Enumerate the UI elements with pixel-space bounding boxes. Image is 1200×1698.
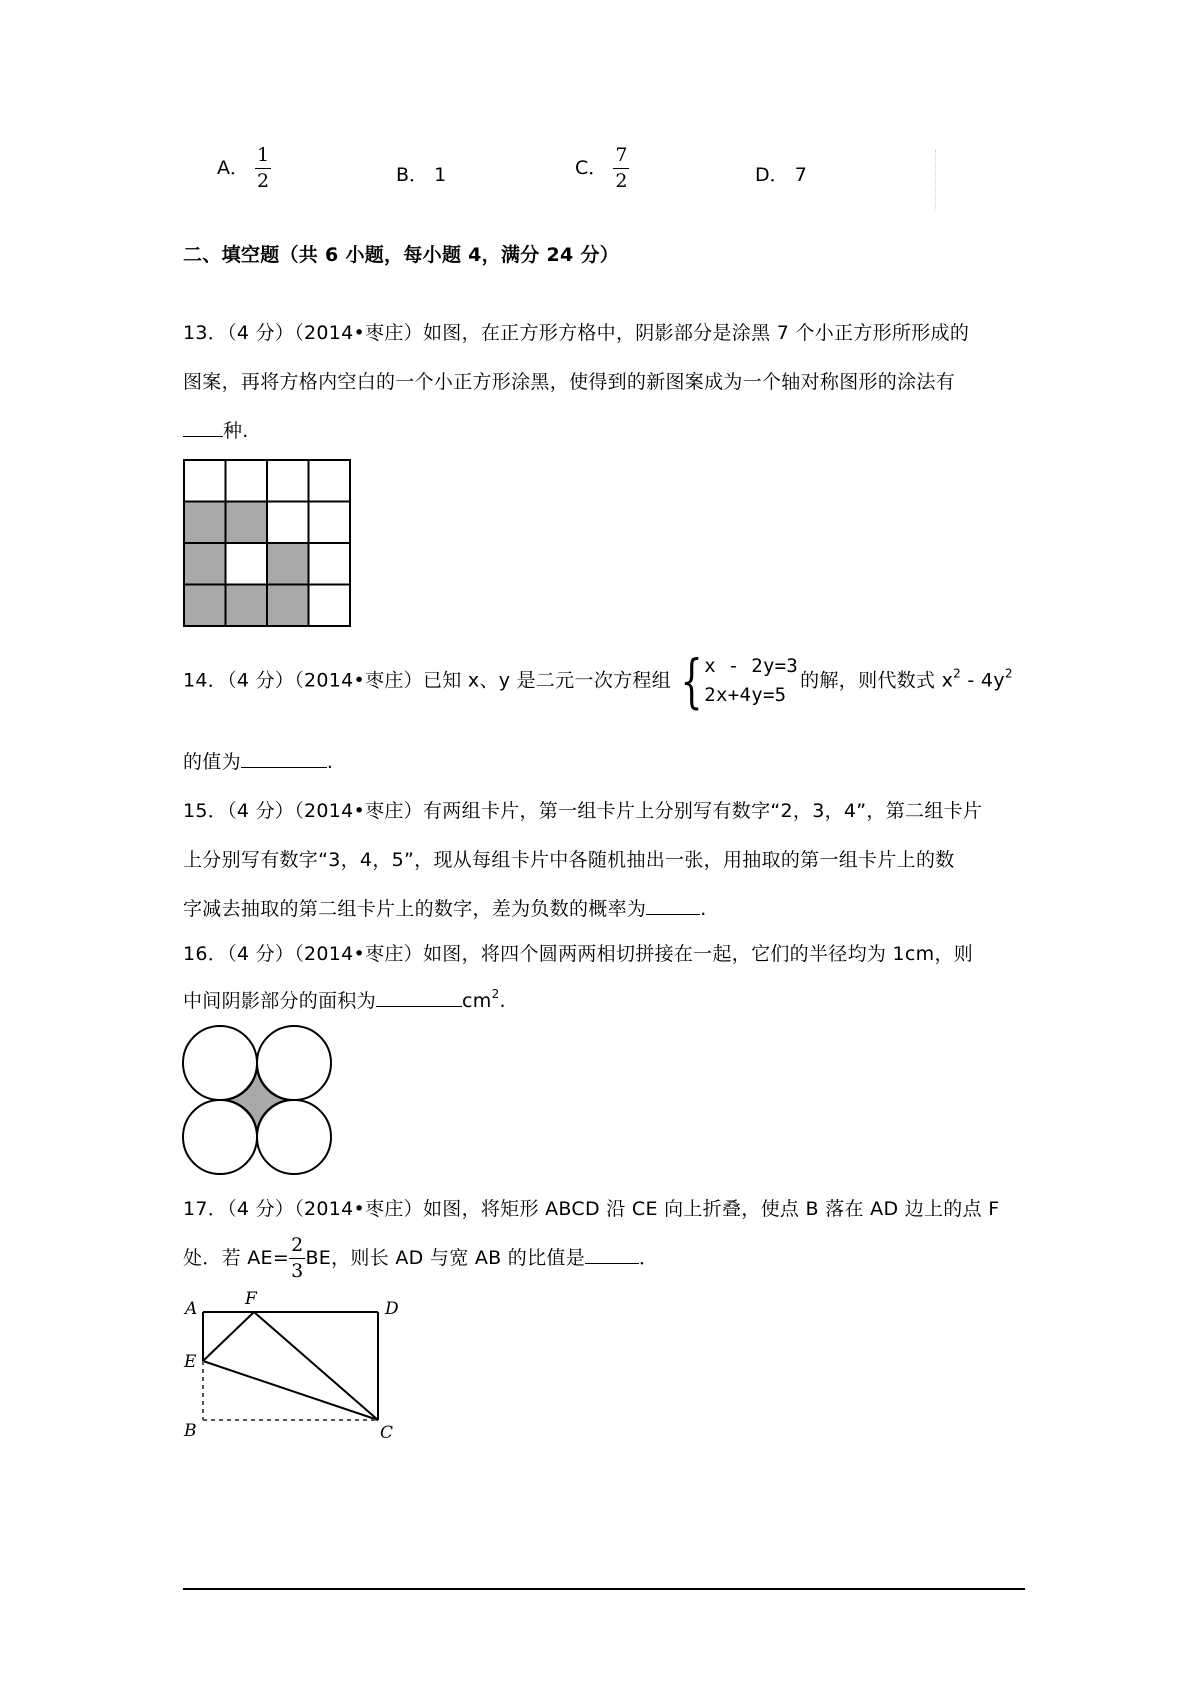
grid-cell-shaded [267,543,309,585]
option-a-fraction [255,146,271,191]
q13-line1: 13．（4 分）（2014•枣庄）如图，在正方形方格中，阴影部分是涂黑 7 个小正方形所形成的 [183,322,970,344]
segment-ef [203,1312,254,1361]
segment-fc [254,1312,378,1420]
label-e: E [184,1352,197,1372]
fraction-denominator: 2 [257,170,270,192]
q14-line2-text: 的值为 [183,751,241,773]
q14-text-before: 14．（4 分）（2014•枣庄）已知 x、y 是二元一次方程组 [183,669,672,692]
q14-line2 [183,747,333,774]
q16-line2 [183,986,506,1013]
q17-line1: 17．（4 分）（2014•枣庄）如图，将矩形 ABCD 沿 CE 向上折叠，使点 B 落在 AD 边上的点 F [183,1198,1000,1220]
answer-blank[interactable] [376,988,462,1007]
option-b-value: 1 [434,164,447,186]
option-d-label: D． [755,164,789,186]
segment-ec [203,1361,378,1420]
q13-line2: 图案，再将方格内空白的一个小正方形涂黑，使得到的新图案成为一个轴对称图形的涂法有 [183,371,956,393]
exponent: 2 [491,987,500,1001]
equation-lines [704,652,798,710]
label-d: D [385,1299,399,1319]
grid-cell-shaded [184,585,226,627]
equation-system [673,647,799,715]
q17-fraction [289,1236,305,1281]
grid-figure [182,458,354,628]
grid-cell-blank [309,502,351,544]
q16-line2-end: . [499,990,506,1012]
option-c-fraction [613,146,629,191]
grid-cell-blank [267,502,309,544]
grid-cell-shaded [267,585,309,627]
q16-line2-text: 中间阴影部分的面积为 [183,990,377,1012]
fraction-denominator: 3 [291,1260,304,1282]
q15-line3-text: 字减去抽取的第二组卡片上的数字，差为负数的概率为 [183,898,647,920]
fraction-numerator: 7 [613,146,629,169]
four-circles-figure [180,1024,334,1176]
q15-line1: 15．（4 分）（2014•枣庄）有两组卡片，第一组卡片上分别写有数字“2，3，4”，第二组卡片 [183,800,983,822]
grid-cell-shaded [184,543,226,585]
grid-cell-blank [309,460,351,502]
grid-cell-blank [184,460,226,502]
q14-minus-term: - 4y [961,669,1005,692]
section-title: 二、填空题（共 6 小题，每小题 4，满分 24 分） [183,244,620,266]
option-c [575,146,629,191]
q15-line2: 上分别写有数字“3，4，5”，现从每组卡片中各随机抽出一张，用抽取的第一组卡片上的数 [183,849,955,871]
exponent: 2 [1004,666,1013,681]
answer-blank[interactable] [241,749,327,768]
option-c-label: C． [575,157,608,179]
answer-blank[interactable] [183,418,223,437]
q16-line1: 16．（4 分）（2014•枣庄）如图，将四个圆两两相切拼接在一起，它们的半径均为 1cm，则 [183,943,974,965]
exponent: 2 [953,666,962,681]
grid-cell-shaded [184,502,226,544]
rectangle-fold-figure [180,1290,410,1450]
fraction-numerator: 2 [289,1236,305,1259]
label-b: B [184,1421,197,1441]
shaded-center-region [228,1071,286,1129]
q13-line3 [183,416,249,443]
circle-bottom-left [183,1100,257,1174]
page-footer-rule [183,1588,1025,1590]
circle-top-left [183,1026,257,1100]
fraction-numerator: 1 [255,146,271,169]
q17-line2-mid: BE，则长 AD 与宽 AB 的比值是 [305,1247,586,1269]
circle-bottom-right [257,1100,331,1174]
q17-line2-end: ． [639,1247,659,1269]
option-d-value: 7 [794,164,807,186]
grid-cell-shaded [226,585,268,627]
faint-divider [935,150,936,210]
grid-cell-blank [309,585,351,627]
q14-line1 [183,647,1013,715]
grid-cell-blank [309,543,351,585]
option-a [217,146,271,191]
answer-blank[interactable] [585,1245,639,1264]
q14-line2-end: . [326,751,334,773]
q14-text-after: 的解，则代数式 x [800,669,954,692]
left-brace-icon: { [680,647,703,715]
option-b [396,160,446,187]
grid-cell-blank [226,460,268,502]
answer-blank[interactable] [646,896,700,915]
q13-line3-text: 种. [223,420,249,442]
label-a: A [185,1299,198,1319]
grid-cell-blank [267,460,309,502]
equation-2: 2x+4y=5 [704,684,787,706]
q15-line3-end: . [700,898,707,920]
q16-unit: cm [462,990,492,1012]
q17-line2-text: 处．若 AE= [183,1247,290,1269]
q15-line3 [183,894,707,921]
circle-top-right [257,1026,331,1100]
grid-cell-blank [226,543,268,585]
grid-cell-shaded [226,502,268,544]
label-c: C [380,1423,394,1443]
fraction-denominator: 2 [615,170,628,192]
option-a-label: A． [217,157,249,179]
equation-1: x - 2y=3 [704,655,799,677]
option-b-label: B． [396,164,429,186]
label-f: F [245,1290,257,1309]
option-d [755,160,807,187]
q17-line2 [183,1236,658,1281]
